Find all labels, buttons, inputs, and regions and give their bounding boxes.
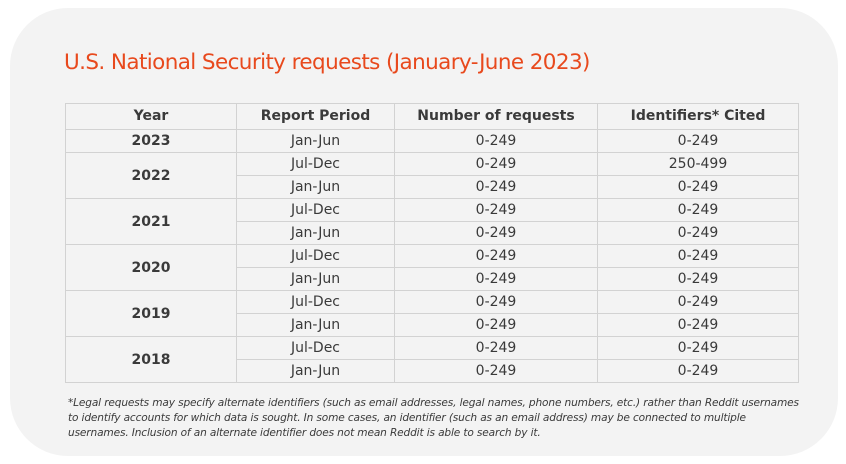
identifiers-cited-cell: 0-249 <box>598 337 799 360</box>
report-period-cell: Jul-Dec <box>237 291 395 314</box>
table-header-row <box>66 104 799 130</box>
column-header-report-period: Report Period <box>237 104 395 130</box>
identifiers-cited-cell: 0-249 <box>598 199 799 222</box>
report-period-cell: Jul-Dec <box>237 245 395 268</box>
report-period-cell: Jan-Jun <box>237 130 395 153</box>
table-row <box>66 245 799 268</box>
report-title: U.S. National Security requests (January-June 2023) <box>64 50 590 75</box>
table-row <box>66 337 799 360</box>
table-row <box>66 153 799 176</box>
number-of-requests-cell: 0-249 <box>395 222 598 245</box>
number-of-requests-cell: 0-249 <box>395 199 598 222</box>
report-card <box>10 8 838 456</box>
number-of-requests-cell: 0-249 <box>395 176 598 199</box>
national-security-requests-table <box>65 103 799 383</box>
identifiers-cited-cell: 0-249 <box>598 360 799 383</box>
number-of-requests-cell: 0-249 <box>395 268 598 291</box>
footnote: *Legal requests may specify alternate identifiers (such as email addresses, legal names, phone numbers, etc.) rather than Reddit usernames to identify accounts for which data is sought. In some cases, an identifier (such as an email address) may be connected to multiple usernames. Inclusion of an alternate identifier does not mean Reddit is able to search by it. <box>68 397 799 439</box>
year-cell: 2023 <box>66 130 237 153</box>
identifiers-cited-cell: 0-249 <box>598 130 799 153</box>
number-of-requests-cell: 0-249 <box>395 314 598 337</box>
table-row <box>66 199 799 222</box>
year-cell: 2022 <box>66 153 237 199</box>
column-header-year: Year <box>66 104 237 130</box>
column-header-number-of-requests: Number of requests <box>395 104 598 130</box>
identifiers-cited-cell: 0-249 <box>598 176 799 199</box>
identifiers-cited-cell: 0-249 <box>598 222 799 245</box>
report-period-cell: Jan-Jun <box>237 360 395 383</box>
report-period-cell: Jan-Jun <box>237 314 395 337</box>
report-period-cell: Jul-Dec <box>237 337 395 360</box>
identifiers-cited-cell: 0-249 <box>598 245 799 268</box>
number-of-requests-cell: 0-249 <box>395 245 598 268</box>
report-period-cell: Jan-Jun <box>237 268 395 291</box>
year-cell: 2018 <box>66 337 237 383</box>
year-cell: 2019 <box>66 291 237 337</box>
number-of-requests-cell: 0-249 <box>395 153 598 176</box>
column-header-identifiers-cited: Identifiers* Cited <box>598 104 799 130</box>
identifiers-cited-cell: 250-499 <box>598 153 799 176</box>
number-of-requests-cell: 0-249 <box>395 130 598 153</box>
number-of-requests-cell: 0-249 <box>395 337 598 360</box>
report-period-cell: Jul-Dec <box>237 199 395 222</box>
report-period-cell: Jan-Jun <box>237 222 395 245</box>
table-row <box>66 130 799 153</box>
year-cell: 2021 <box>66 199 237 245</box>
table-row <box>66 291 799 314</box>
identifiers-cited-cell: 0-249 <box>598 291 799 314</box>
year-cell: 2020 <box>66 245 237 291</box>
identifiers-cited-cell: 0-249 <box>598 314 799 337</box>
report-period-cell: Jul-Dec <box>237 153 395 176</box>
identifiers-cited-cell: 0-249 <box>598 268 799 291</box>
report-period-cell: Jan-Jun <box>237 176 395 199</box>
number-of-requests-cell: 0-249 <box>395 360 598 383</box>
number-of-requests-cell: 0-249 <box>395 291 598 314</box>
table-body <box>66 130 799 383</box>
